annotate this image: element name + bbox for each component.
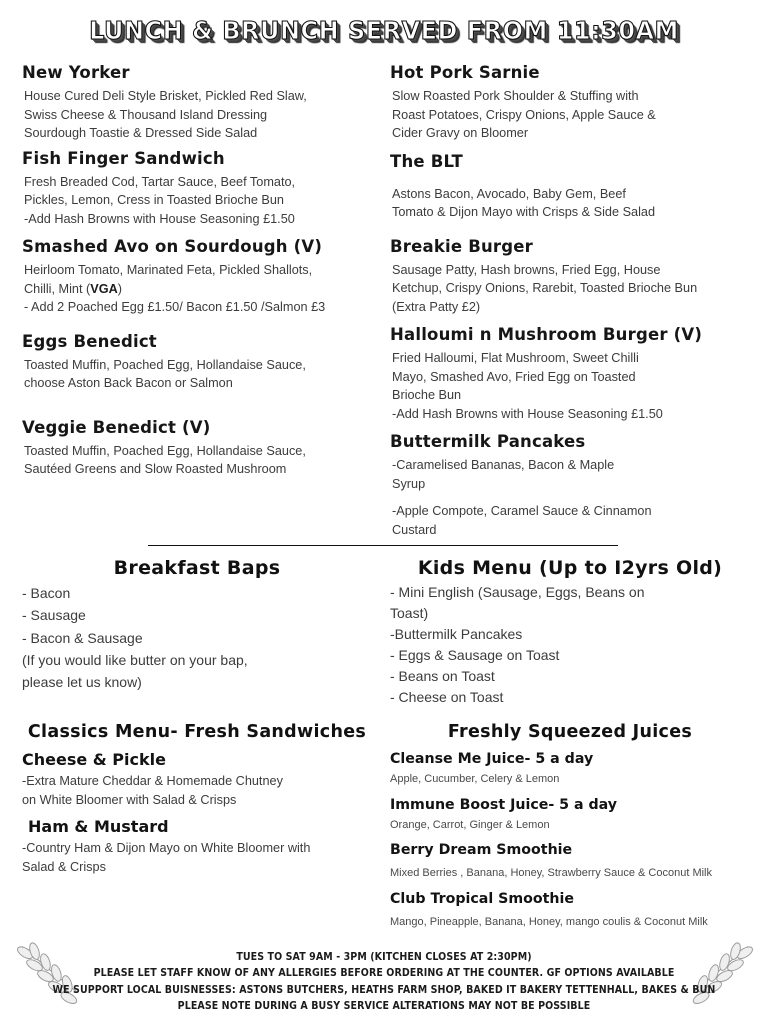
list-item: - Bacon & Sausage bbox=[22, 629, 143, 646]
page-title: LUNCH & BRUNCH SERVED FROM 11:30AM bbox=[89, 16, 679, 45]
desc-line: -Add Hash Browns with House Seasoning £1.50 bbox=[24, 211, 295, 226]
footer-allergy-notice: PLEASE LET STAFF KNOW OF ANY ALLERGIES BEFORE ORDERING AT THE COUNTER. GF OPTIONS AVAILABLE bbox=[93, 968, 675, 980]
list-item: - Cheese on Toast bbox=[390, 689, 504, 706]
juices-section bbox=[382, 722, 768, 930]
classics-item bbox=[22, 817, 372, 876]
desc-line: -Country Ham & Dijon Mayo on White Bloomer with bbox=[22, 841, 311, 856]
menu-column-right bbox=[382, 57, 768, 541]
kids-menu-section bbox=[382, 557, 768, 708]
menu-item bbox=[22, 64, 372, 143]
classics-item-desc bbox=[22, 772, 372, 809]
menu-item-name: Buttermilk Pancakes bbox=[390, 432, 586, 452]
desc-line: Salad & Crisps bbox=[22, 859, 106, 874]
juice-item-desc: Apple, Cucumber, Celery & Lemon bbox=[390, 773, 560, 786]
spacer bbox=[390, 176, 750, 185]
menu-item-desc bbox=[24, 356, 372, 393]
kids-menu-title: Kids Menu (Up to I2yrs Old) bbox=[417, 557, 723, 580]
desc-line: - Add 2 Poached Egg £1.50/ Bacon £1.50 /Salmon £3 bbox=[24, 300, 326, 315]
desc-line: Brioche Bun bbox=[392, 388, 462, 403]
desc-line: (Extra Patty £2) bbox=[392, 299, 481, 314]
menu-item-name: Halloumi n Mushroom Burger (V) bbox=[390, 325, 703, 345]
menu-item bbox=[22, 150, 372, 229]
desc-line: Ketchup, Crispy Onions, Rarebit, Toasted Brioche Bun bbox=[392, 281, 698, 296]
desc-line: Roast Potatoes, Crispy Onions, Apple Sauce & bbox=[392, 107, 656, 122]
classics-item-name: Cheese & Pickle bbox=[22, 750, 166, 770]
menu-item bbox=[390, 153, 750, 222]
menu-item-desc bbox=[24, 261, 372, 317]
menu-item-desc bbox=[392, 87, 750, 143]
breakfast-baps-list bbox=[22, 582, 372, 693]
desc-line: -Add Hash Browns with House Seasoning £1.50 bbox=[392, 406, 663, 421]
juice-item-name: Cleanse Me Juice- 5 a day bbox=[390, 751, 594, 768]
desc-line: Sausage Patty, Hash browns, Fried Egg, House bbox=[392, 262, 661, 277]
juices-title: Freshly Squeezed Juices bbox=[447, 722, 693, 743]
list-item: (If you would like butter on your bap, bbox=[22, 651, 248, 668]
desc-line: House Cured Deli Style Brisket, Pickled Red Slaw, bbox=[24, 88, 307, 103]
list-item: - Mini English (Sausage, Eggs, Beans on bbox=[390, 584, 645, 601]
menu-item-name: Fish Finger Sandwich bbox=[22, 148, 225, 168]
menu-item-name: Smashed Avo on Sourdough (V) bbox=[22, 237, 323, 257]
kids-menu-list bbox=[390, 582, 750, 708]
menu-item bbox=[22, 419, 372, 479]
juice-item-desc: Mixed Berries , Banana, Honey, Strawberry Sauce & Coconut Milk bbox=[390, 867, 712, 880]
list-item: - Sausage bbox=[22, 607, 86, 624]
classics-title: Classics Menu- Fresh Sandwiches bbox=[27, 722, 367, 743]
breakfast-baps-section bbox=[0, 557, 382, 708]
desc-line: Chilli, Mint (VGA) bbox=[24, 281, 122, 296]
classics-section bbox=[0, 722, 382, 930]
desc-line: Sourdough Toastie & Dressed Side Salad bbox=[24, 126, 258, 141]
juice-item bbox=[390, 842, 750, 881]
desc-line: Cider Gravy on Bloomer bbox=[392, 126, 529, 141]
menu-item bbox=[390, 238, 750, 317]
menu-item-desc bbox=[392, 185, 750, 222]
section-divider bbox=[0, 541, 768, 555]
menu-item-name: The BLT bbox=[390, 151, 463, 171]
desc-line: Heirloom Tomato, Marinated Feta, Pickled Shallots, bbox=[24, 263, 313, 278]
juice-item-desc: Mango, Pineapple, Banana, Honey, mango coulis & Coconut Milk bbox=[390, 915, 708, 928]
desc-line: Fresh Breaded Cod, Tartar Sauce, Beef Tomato, bbox=[24, 174, 296, 189]
juice-item-name: Immune Boost Juice- 5 a day bbox=[390, 796, 618, 813]
classics-item-desc bbox=[22, 839, 372, 876]
list-item: Toast) bbox=[390, 605, 429, 622]
desc-line: choose Aston Back Bacon or Salmon bbox=[24, 376, 233, 391]
desc-line: Pickles, Lemon, Cress in Toasted Brioche Bun bbox=[24, 193, 284, 208]
tertiary-grid bbox=[0, 708, 768, 930]
juice-item-name: Berry Dream Smoothie bbox=[390, 842, 573, 859]
desc-line: Toasted Muffin, Poached Egg, Hollandaise Sauce, bbox=[24, 357, 306, 372]
menu-item-desc bbox=[392, 261, 750, 317]
menu-item-desc bbox=[24, 87, 372, 143]
juice-item bbox=[390, 891, 750, 930]
desc-line: Fried Halloumi, Flat Mushroom, Sweet Chilli bbox=[392, 351, 639, 366]
desc-line: Sautéed Greens and Slow Roasted Mushroom bbox=[24, 462, 287, 477]
juice-item bbox=[390, 797, 750, 833]
footer-service-notice: PLEASE NOTE DURING A BUSY SERVICE ALTERATIONS MAY NOT BE POSSIBLE bbox=[177, 1001, 591, 1013]
desc-line: Toasted Muffin, Poached Egg, Hollandaise Sauce, bbox=[24, 443, 306, 458]
list-item: please let us know) bbox=[22, 673, 142, 690]
list-item: - Eggs & Sausage on Toast bbox=[390, 647, 560, 664]
classics-item-name: Ham & Mustard bbox=[28, 817, 169, 837]
list-item: - Beans on Toast bbox=[390, 668, 495, 685]
juice-item-name: Club Tropical Smoothie bbox=[390, 890, 574, 907]
spacer bbox=[392, 493, 750, 502]
divider-rule bbox=[148, 545, 618, 546]
menu-item-desc bbox=[24, 442, 372, 479]
desc-line: Custard bbox=[392, 522, 437, 537]
desc-line: Tomato & Dijon Mayo with Crisps & Side Salad bbox=[392, 205, 656, 220]
desc-line: Astons Bacon, Avocado, Baby Gem, Beef bbox=[392, 186, 626, 201]
desc-line: -Apple Compote, Caramel Sauce & Cinnamon bbox=[392, 504, 652, 519]
menu-item-desc bbox=[392, 349, 750, 423]
menu-item bbox=[390, 326, 750, 423]
secondary-grid bbox=[0, 555, 768, 708]
footer-suppliers: WE SUPPORT LOCAL BUISNESSES: ASTONS BUTCHERS, HEATHS FARM SHOP, BAKED IT BAKERY TETTENHALL, BAKES & BUN bbox=[52, 984, 716, 996]
classics-item bbox=[22, 750, 372, 809]
desc-line: Slow Roasted Pork Shoulder & Stuffing with bbox=[392, 88, 639, 103]
menu-item bbox=[22, 238, 372, 317]
list-item: - Bacon bbox=[22, 585, 71, 602]
menu-item-name: Eggs Benedict bbox=[22, 331, 157, 351]
menu-item-desc bbox=[392, 456, 750, 539]
menu-item-name: Veggie Benedict (V) bbox=[22, 417, 211, 437]
menu-item-name: Breakie Burger bbox=[390, 236, 534, 256]
menu-item bbox=[390, 64, 750, 143]
desc-line: -Extra Mature Cheddar & Homemade Chutney bbox=[22, 774, 283, 789]
menu-item-name: New Yorker bbox=[22, 63, 130, 82]
footer bbox=[27, 950, 741, 1016]
menu-item-desc bbox=[24, 173, 372, 229]
desc-line: Swiss Cheese & Thousand Island Dressing bbox=[24, 107, 268, 122]
desc-line: Syrup bbox=[392, 476, 426, 491]
list-item: -Buttermilk Pancakes bbox=[390, 626, 523, 643]
desc-line: -Caramelised Bananas, Bacon & Maple bbox=[392, 458, 615, 473]
juice-item-desc: Orange, Carrot, Ginger & Lemon bbox=[390, 818, 550, 831]
juice-item bbox=[390, 751, 750, 787]
desc-line: Mayo, Smashed Avo, Fried Egg on Toasted bbox=[392, 369, 636, 384]
footer-hours: TUES TO SAT 9AM - 3PM (KITCHEN CLOSES AT 2:30PM) bbox=[236, 951, 532, 963]
menu-column-left bbox=[0, 57, 382, 541]
menu-item-name: Hot Pork Sarnie bbox=[390, 63, 540, 82]
menu-grid bbox=[0, 45, 768, 541]
breakfast-baps-title: Breakfast Baps bbox=[113, 557, 281, 580]
menu-item bbox=[22, 333, 372, 393]
menu-item bbox=[390, 433, 750, 539]
desc-line: on White Bloomer with Salad & Crisps bbox=[22, 792, 237, 807]
